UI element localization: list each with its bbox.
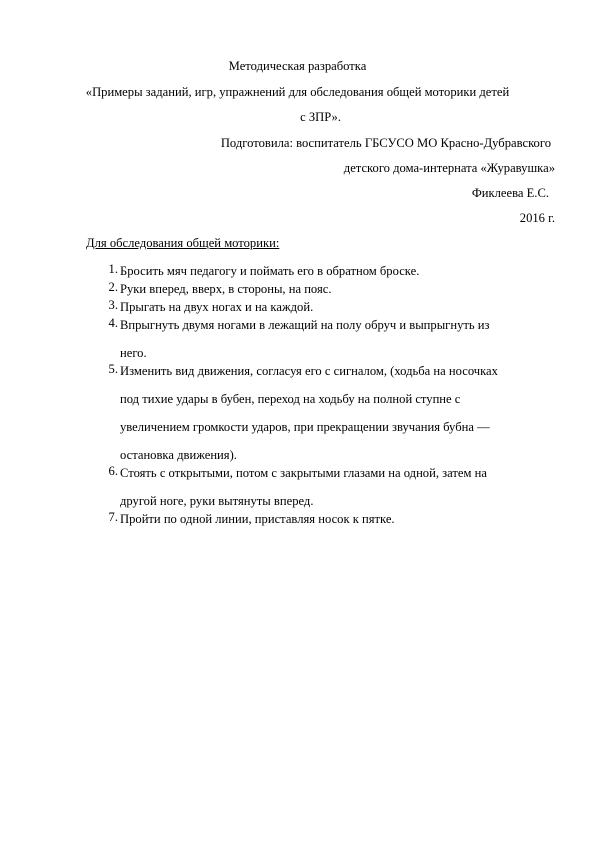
list-item-number: 5. bbox=[108, 362, 118, 376]
list-item-text: другой ноге, руки вытянуты вперед. bbox=[120, 494, 314, 508]
exercise-list bbox=[104, 262, 559, 528]
list-item-number: 4. bbox=[108, 316, 118, 330]
list-item-number: 1. bbox=[108, 262, 118, 276]
list-item-text: под тихие удары в бубен, переход на ходьбу на полной ступне с bbox=[120, 392, 461, 406]
list-item-text: Изменить вид движения, согласуя его с сигналом, (ходьба на носочках bbox=[120, 364, 498, 378]
section-title: Для обследования общей моторики: bbox=[86, 236, 280, 250]
author-line-1: Подготовила: воспитатель ГБСУСО МО Красно-Дубравского bbox=[220, 136, 551, 150]
doc-type-line: Методическая разработка bbox=[228, 59, 367, 73]
list-item bbox=[104, 280, 559, 298]
list-item bbox=[104, 298, 559, 316]
doc-title-line-2: с ЗПР». bbox=[300, 110, 341, 124]
list-item-number: 3. bbox=[108, 298, 118, 312]
list-item-text: остановка движения). bbox=[120, 448, 237, 462]
doc-year: 2016 г. bbox=[519, 211, 555, 225]
list-item bbox=[104, 510, 559, 528]
list-item-text: Впрыгнуть двумя ногами в лежащий на полу обруч и выпрыгнуть из bbox=[120, 318, 490, 332]
list-item-text: Пройти по одной линии, приставляя носок к пятке. bbox=[120, 512, 395, 526]
list-item-number: 6. bbox=[108, 464, 118, 478]
list-item-number: 7. bbox=[108, 510, 118, 524]
list-item bbox=[104, 262, 559, 280]
doc-title-line-1: «Примеры заданий, игр, упражнений для обследования общей моторики детей bbox=[85, 85, 510, 99]
list-item-text: Бросить мяч педагогу и поймать его в обратном броске. bbox=[120, 264, 420, 278]
author-name: Фиклеева Е.С. bbox=[471, 186, 549, 200]
list-item-number: 2. bbox=[108, 280, 118, 294]
list-item bbox=[104, 362, 559, 464]
list-item-text: увеличением громкости ударов, при прекращении звучания бубна — bbox=[120, 420, 490, 434]
author-line-2: детского дома-интерната «Журавушка» bbox=[343, 161, 555, 175]
list-item-text: Прыгать на двух ногах и на каждой. bbox=[120, 300, 314, 314]
list-item-text: него. bbox=[120, 346, 147, 360]
list-item bbox=[104, 464, 559, 510]
list-item-text: Руки вперед, вверх, в стороны, на пояс. bbox=[120, 282, 332, 296]
list-item bbox=[104, 316, 559, 362]
list-item-text: Стоять с открытыми, потом с закрытыми глазами на одной, затем на bbox=[120, 466, 487, 480]
